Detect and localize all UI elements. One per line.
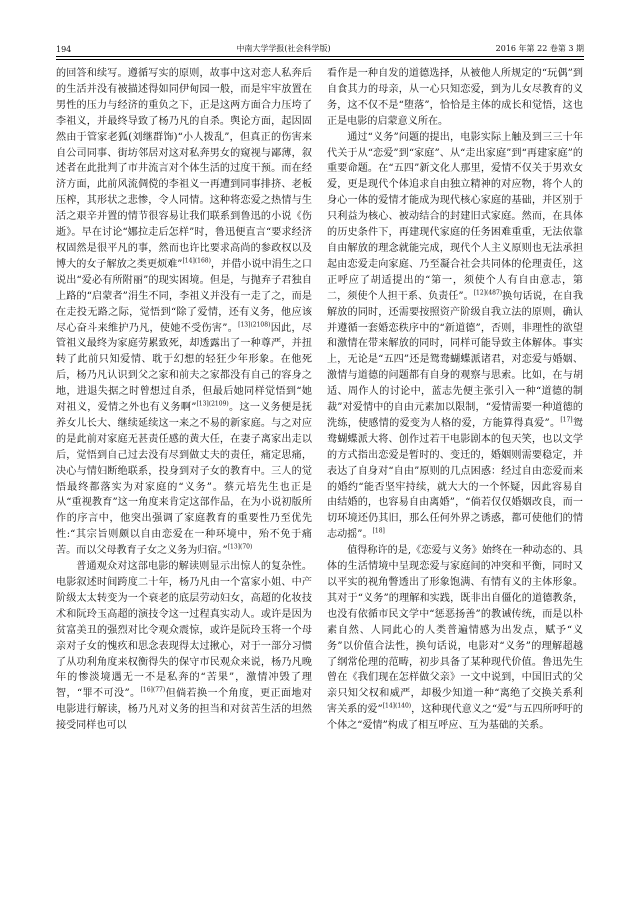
paragraph-text: 的回答和续写。遵循写实的原则，故事中这对恋人私奔后的生活并没有被描述得如同伊甸园一般，而是牢牢放置在男性的压力与经济的重负之下，正是这两方面合力压垮了李祖义，并最终导致了杨乃凡的自杀。舆论方面，起因固然由于管家老狐(刘继群饰)“小人拨乱”，但真正的伤害来自公司同事、街坊邻居对这对私奔男女的窥视与鄙薄，叙述者在此批判了市井流言对个体生活的过度干预。而在经济方面，此前风流倜傥的李祖义一再遭到同事排挤、老板压榨，其形状之悲惨，令人同情。这种将恋爱之热情与生活之艰辛并置的情节很容易让我们联系到鲁迅的小说《伤逝》。早在讨论“娜拉走后怎样”时，鲁迅便直言“要求经济权固然是很平凡的事，然而也许比要求高尚的参政权以及博大的女子解放之类更烦难”	[56, 68, 312, 270]
issue-info: 2016 年第 22 卷第 3 期	[495, 44, 584, 53]
paragraph-text: 。这一义务便是抚养女儿长大、继续延续这一来之不易的新家庭。与之对应的是此前对家庭无甚责任感的黄大任，在妻子离家出走以后，觉悟到自己过去没有尽到做丈夫的责任，痛定思痛，决心与情妇断绝联系，投身到对子女的教育中。三人的觉悟最终都落实为对家庭的“义务”。蔡元培先生也正是从“重视教育”这一角度来肯定这部作品，在为小说初版所作的序言中，他突出强调了家庭教育的重要性乃至优先性:“其宗旨则颇以自由恋爱在一种环境中，殆不免于痛苦。而以父母教育子女之义务为归宿。”	[56, 402, 312, 557]
citation: [17]	[560, 416, 573, 424]
right-column	[327, 66, 583, 734]
paragraph-text: 但倘若换一个角度，更正面地对电影进行解读，杨乃凡对义务的担当和对贫苦生活的坦然接受同样也可以	[56, 688, 312, 732]
paragraph-text: 因此，尽管祖义最终为家庭劳累致死，却透露出了一种尊严，并扭转了此前只知爱情、耽于幻想的轻狂少年形象。在他死后，杨乃凡认识到父之家和前夫之家都没有自己的容身之地，进退失据之时曾想过自杀，但最后她同样觉悟到“她对祖义，爱情之外也有义务啊”	[56, 322, 312, 414]
citation: [14](168)	[182, 257, 211, 265]
paragraph	[327, 130, 583, 544]
paragraph	[327, 543, 583, 734]
page-number: 194	[56, 45, 72, 54]
citation: [14](140)	[382, 702, 412, 710]
paragraph-text: 值得称许的是,《恋爱与义务》始终在一种动态的、具体的生活情境中呈现恋爱与家庭间的冲突和平衡，同时又以平实的视角瞥透出了形象饱满、有情有义的主体形象。其对于“义务”的理解和实践，既非出自僵化的道德教条，也没有依循市民文学中“惩恶扬善”的教诫传统，而是以朴素自然、人同此心的人类普遍情感为出发点，赋予“义务”以价值合法性，换句话说，电影对“义务”的理解超越了纲常伦理的范畴，初步具备了某种现代价值。鲁迅先生曾在《我们现在怎样做父亲》一文中说到，中国旧式的父亲只知父权和威严，却极少知道一种“离绝了交换关系利害关系的爱”	[327, 545, 583, 716]
citation: [18]	[372, 527, 385, 535]
paragraph-text: 换句话说，在自我解放的同时，还需要按照资产阶级自我立法的原则，确认并遵循一套婚恋秩序中的“新道德”，否则，非理性的欲望和激情在带来解放的同时，同样可能导致主体解体。事实上，无论是“五四”还是鸳鸯蝴蝶派诸君，对恋爱与婚姻、激情与道德的问题都有自身的观察与思索。比如，在与胡适、周作人的讨论中，蓝志先便主张引入一种“道德的制裁”对爱情中的自由元素加以限制，“爱情需要一种道德的洗练，使感情的爱变为人格的爱，方能算得真爱”。	[327, 290, 583, 429]
paragraph-text: 普通观众对这部电影的解读则显示出惊人的复杂性。电影叙述时间跨度二十年，杨乃凡由一个富家小姐、中产阶级太太转变为一个衰老的底层劳动妇女，高超的化妆技术和阮玲玉高超的演技令这一过程真实动人。或许是因为贫富美丑的强烈对比令观众震惊，或许是阮玲玉将一个母亲对子女的愧疚和思念表现得太过揪心，对于一部分习惯了从功利角度来权衡得失的保守市民观众来说，杨乃凡晚年的惨淡境遇无一不是私奔的“苦果”，激情冲毁了理智，“罪不可没”。	[56, 561, 312, 700]
journal-title: 中南大学学报(社会科学版)	[236, 44, 331, 53]
paragraph-text: 通过“义务”问题的提出，电影实际上触及到三三十年代关于从“恋爱”到“家庭”、从“走出家庭”到“再建家庭”的重要命题。在“五四”新文化人那里，爱情不仅关于男欢女爱，更是现代个体追求自由独立精神的对应物，将个人的身心一体的爱情才能成为现代核心家庭的基础，并区别于只利益为核心、被动结合的封建旧式家庭。然而，在具体的历史条件下，再建现代家庭的任务困难重重，无法依靠自由解放的理念就能完成，现代个人主义原则也无法承担起由恋爱走向家庭、乃至凝合社会共同体的伦理责任，这正呼应了胡适提出的“第一，须使个人有自由意志，第二，须使个人担干系、负责任”。	[327, 131, 583, 302]
citation: [12](487)	[473, 289, 503, 297]
paragraph	[56, 559, 312, 734]
left-column	[56, 66, 312, 734]
header-rule-thick	[56, 56, 584, 57]
citation: [13](2109)	[196, 400, 229, 408]
paragraph-text: ，并借小说中涓生之口说出“爱必有所附丽”的现实困境。但是，与抛弃子君独自上路的“启蒙者”涓生不同，李祖义并没有一走了之，而是在走投无路之际，觉悟到“除了爱情，还有义务，他应该尽心奋斗来维护乃凡，使她不受伤害”。	[56, 258, 313, 334]
paragraph-text: ，这种现代意义之“爱”与五四所呼吁的个体之“爱情”构成了相互呼应、互为基础的关系。	[327, 704, 583, 732]
citation: [13](2108)	[238, 321, 271, 329]
header-rule-thin	[56, 59, 584, 60]
citation: [13](70)	[227, 543, 253, 551]
citation: [16](77)	[140, 686, 166, 694]
running-header	[56, 40, 584, 54]
paragraph: 看作是一种自发的道德选择，从被他人所规定的“玩偶”到自食其力的母亲，从一心只知恋爱，到为儿女尽教育的义务，这不仅不是“堕落”，恰恰是主体的成长和觉悟，这也正是电影的启蒙意义所在。	[327, 68, 583, 127]
paragraph-text: 鸳鸯蝴蝶派大将、创作过若干电影剧本的包天笑，也以文学的方式指出恋爱是暂时的、变迁的，婚姻则需要稳定，并表达了自身对“自由”原则的几点困惑：经过自由恋爱而来的婚约“能否坚牢持续，就大大的一个怀疑，因此容易自由结婚的，也容易自由离婚”，“倘若仅仅婚姻改良，而一切环境还仍其旧，那么任何外界之诱惑，都可使他们的情志动摇”。	[327, 417, 583, 541]
paragraph	[56, 66, 312, 559]
